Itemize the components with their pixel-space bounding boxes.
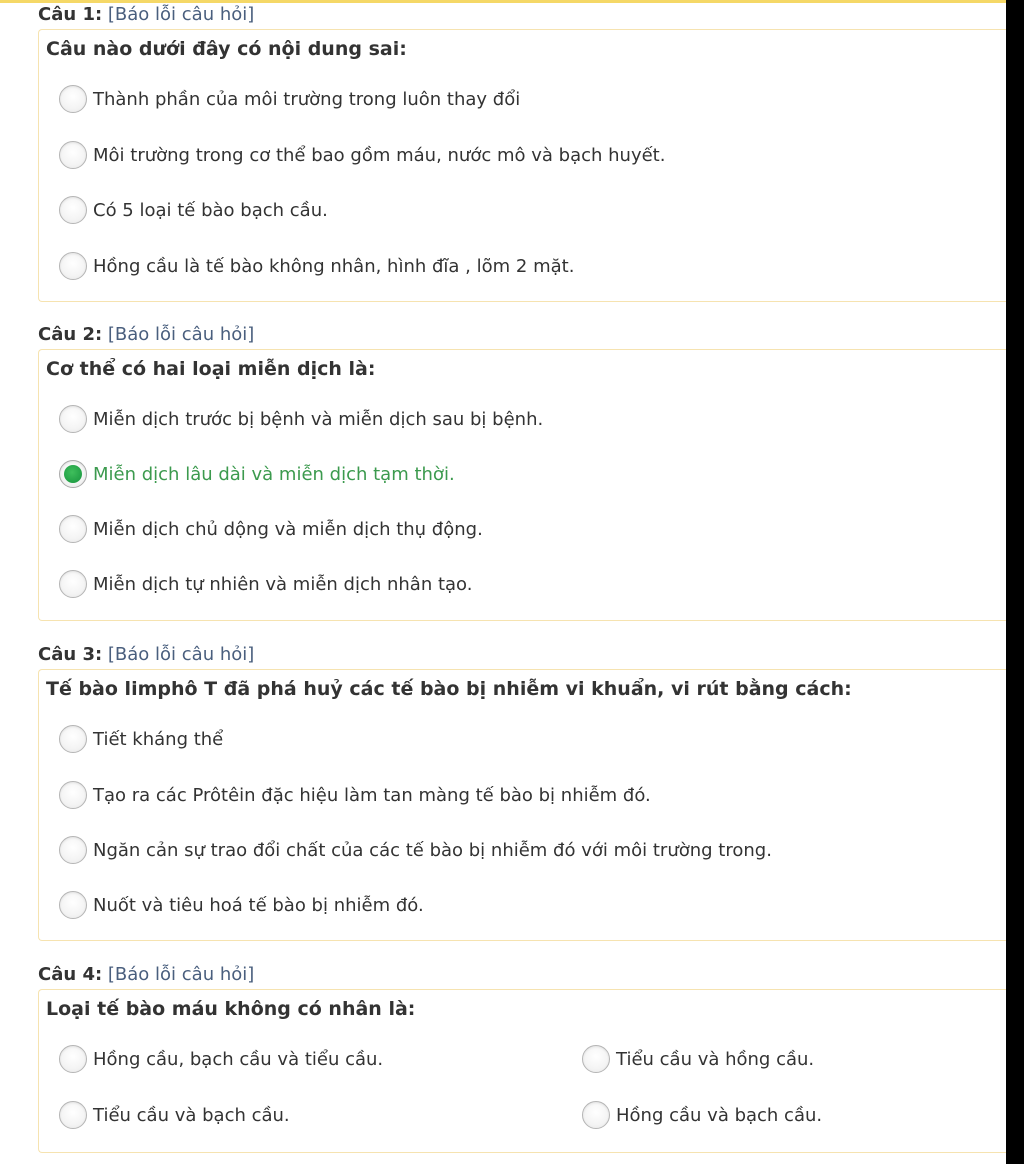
option-label: Tiểu cầu và hồng cầu. [616,1048,815,1070]
question-text: Tế bào limphô T đã phá huỷ các tế bào bị nhiễm vi khuẩn, vi rút bằng cách: [46,678,852,700]
option-label: Hồng cầu là tế bào không nhân, hình đĩa , lõm 2 mặt. [93,255,575,277]
option-label: Tạo ra các Prôtêin đặc hiệu làm tan màng tế bào bị nhiễm đó. [93,784,651,806]
option-label: Có 5 loại tế bào bạch cầu. [93,199,328,221]
answer-option[interactable] [59,249,574,283]
radio-button[interactable] [59,196,87,224]
answer-option[interactable] [59,193,328,227]
radio-button[interactable] [59,891,87,919]
radio-button[interactable] [582,1101,610,1129]
answer-option[interactable] [59,888,424,922]
question-header [38,3,1006,29]
answer-option[interactable] [59,402,543,436]
option-label: Nuốt và tiêu hoá tế bào bị nhiễm đó. [93,894,424,916]
radio-button[interactable] [59,141,87,169]
question-box [38,989,1006,1153]
answer-option[interactable] [59,82,520,116]
question-number: Câu 3: [38,644,103,665]
report-question-link[interactable]: [Báo lỗi câu hỏi] [107,644,255,665]
radio-button[interactable] [59,570,87,598]
radio-button[interactable] [59,252,87,280]
answer-option[interactable] [582,1042,814,1076]
report-question-link[interactable]: [Báo lỗi câu hỏi] [107,964,255,985]
radio-button[interactable] [59,836,87,864]
option-label: Miễn dịch tự nhiên và miễn dịch nhân tạo. [93,573,473,595]
radio-button[interactable] [59,1045,87,1073]
question-box [38,349,1006,621]
answer-option[interactable] [59,138,665,172]
question-2 [38,323,1006,621]
radio-button[interactable] [59,725,87,753]
question-header [38,643,1006,669]
option-label: Miễn dịch lâu dài và miễn dịch tạm thời. [93,463,455,485]
answer-option[interactable] [59,722,223,756]
question-1 [38,3,1006,302]
answer-option[interactable] [59,1042,383,1076]
question-text: Cơ thể có hai loại miễn dịch là: [46,358,376,380]
question-box [38,29,1006,302]
answer-option[interactable] [59,512,483,546]
question-4 [38,963,1006,1153]
option-label: Tiết kháng thể [93,728,224,750]
option-label: Miễn dịch chủ dộng và miễn dịch thụ động. [93,518,483,540]
radio-button-selected[interactable] [59,460,87,488]
radio-button[interactable] [59,515,87,543]
question-text: Loại tế bào máu không có nhân là: [46,998,416,1020]
question-header [38,323,1006,349]
answer-option[interactable] [59,778,651,812]
question-text: Câu nào dưới đây có nội dung sai: [46,38,407,60]
radio-button[interactable] [582,1045,610,1073]
answer-option-selected[interactable] [59,457,455,491]
answer-option[interactable] [59,567,472,601]
radio-button[interactable] [59,1101,87,1129]
radio-button[interactable] [59,781,87,809]
option-label: Môi trường trong cơ thể bao gồm máu, nước mô và bạch huyết. [93,144,666,166]
radio-button[interactable] [59,405,87,433]
right-edge-strip [1006,0,1024,1164]
option-label: Miễn dịch trước bị bệnh và miễn dịch sau bị bệnh. [93,408,544,430]
option-label: Thành phần của môi trường trong luôn thay đổi [93,88,521,110]
answer-option[interactable] [59,833,772,867]
question-3 [38,643,1006,941]
question-header [38,963,1006,989]
report-question-link[interactable]: [Báo lỗi câu hỏi] [107,4,255,25]
option-label: Hồng cầu, bạch cầu và tiểu cầu. [93,1048,384,1070]
question-number: Câu 4: [38,964,103,985]
option-label: Hồng cầu và bạch cầu. [616,1104,823,1126]
question-number: Câu 2: [38,324,103,345]
answer-option[interactable] [582,1098,822,1132]
answer-option[interactable] [59,1098,290,1132]
report-question-link[interactable]: [Báo lỗi câu hỏi] [107,324,255,345]
option-label: Tiểu cầu và bạch cầu. [93,1104,290,1126]
radio-button[interactable] [59,85,87,113]
question-number: Câu 1: [38,4,103,25]
option-label: Ngăn cản sự trao đổi chất của các tế bào bị nhiễm đó với môi trường trong. [93,839,772,861]
question-box [38,669,1006,941]
